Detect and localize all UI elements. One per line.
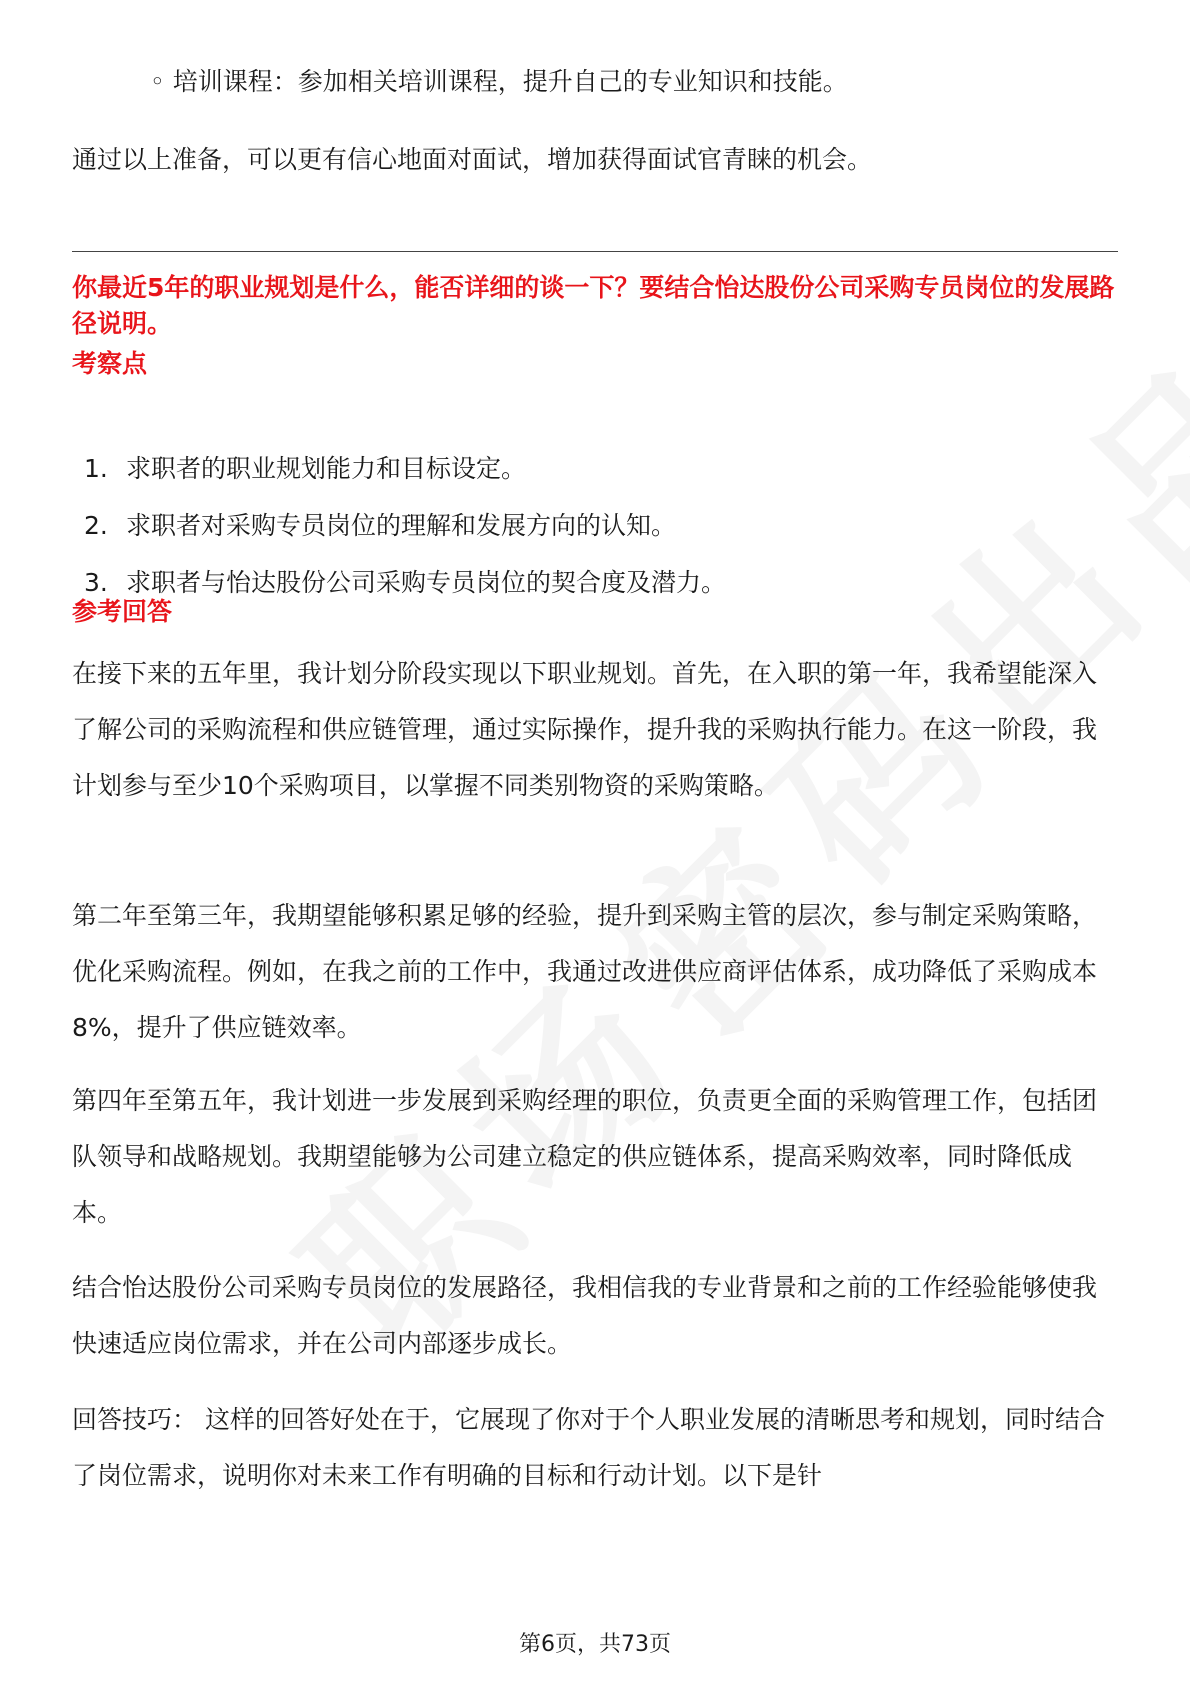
answer-paragraph-1: 在接下来的五年里，我计划分阶段实现以下职业规划。首先，在入职的第一年，我希望能深入了解公司的采购流程和供应链管理，通过实际操作，提升我的采购执行能力。在这一阶段，我计划参与至少10个采购项目，以掌握不同类别物资的采购策略。 [72,659,1098,800]
answer-paragraph-3: 第四年至第五年，我计划进一步发展到采购经理的职位，负责更全面的采购管理工作，包括团队领导和战略规划。我期望能够为公司建立稳定的供应链体系，提高采购效率，同时降低成本。 [72,1086,1098,1227]
answer-tips-paragraph: 回答技巧： 这样的回答好处在于，它展现了你对于个人职业发展的清晰思考和规划，同时结合了岗位需求，说明你对未来工作有明确的目标和行动计划。以下是针 [72,1405,1105,1490]
bullet-text: 培训课程：参加相关培训课程，提升自己的专业知识和技能。 [172,67,848,96]
reference-answer-heading: 参考回答 [72,597,173,626]
hollow-bullet-icon: ◦ [150,67,165,96]
section-divider [72,251,1118,252]
training-course-bullet [150,62,848,102]
answer-paragraph-2: 第二年至第三年，我期望能够积累足够的经验，提升到采购主管的层次，参与制定采购策略，优化采购流程。例如，在我之前的工作中，我通过改进供应商评估体系，成功降低了采购成本8%，提升了供应链效率。 [72,901,1098,1042]
exam-points-list [84,440,726,611]
answer-paragraph-4: 结合怡达股份公司采购专员岗位的发展路径，我相信我的专业背景和之前的工作经验能够使我快速适应岗位需求，并在公司内部逐步成长。 [72,1273,1098,1358]
intro-closing-paragraph: 通过以上准备，可以更有信心地面对面试，增加获得面试官青睐的机会。 [72,145,873,174]
list-item: 3. 求职者与怡达股份公司采购专员岗位的契合度及潜力。 [84,568,727,597]
interview-question: 你最近5年的职业规划是什么，能否详细的谈一下？要结合怡达股份公司采购专员岗位的发展路径说明。 [72,273,1115,338]
list-item: 2. 求职者对采购专员岗位的理解和发展方向的认知。 [84,511,677,540]
page-number-footer: 第6页，共73页 [519,1632,671,1657]
list-item: 1. 求职者的职业规划能力和目标设定。 [84,454,527,483]
exam-points-heading: 考察点 [72,349,148,378]
